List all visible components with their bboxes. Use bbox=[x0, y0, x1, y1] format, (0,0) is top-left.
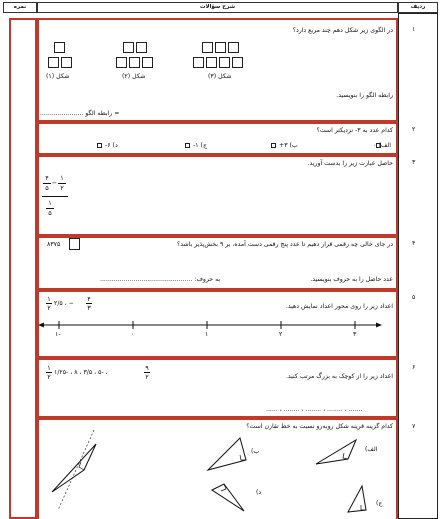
question-3-text: حاصل عبارت زیر را بدست آورید. bbox=[307, 160, 393, 167]
question-7-text: کدام گزینه قرینه شکل روبه‌رو نسبت به خط تقارن است؟ bbox=[246, 423, 393, 430]
axis-tick-label: ۱- bbox=[55, 331, 61, 338]
fraction-1-5-den: ۵ bbox=[48, 209, 52, 217]
minus-sign: − bbox=[51, 179, 58, 187]
option-a-label: الف) ۰ bbox=[373, 142, 391, 149]
option-b-label[interactable]: ب) bbox=[251, 448, 260, 455]
q5-frac-a-num: ۱ bbox=[47, 295, 51, 303]
q5-frac-b-num: ۴ bbox=[87, 295, 91, 303]
question-4-prompt: عدد حاصل را به حروف بنویسید. bbox=[310, 276, 393, 283]
question-6-answer[interactable]: ...... ، ........ ، ........ ، ........ ، ....... bbox=[266, 406, 363, 413]
question-4-digits: ۸۳۷۵ bbox=[47, 241, 61, 248]
q6-frac-a-num: ۱ bbox=[47, 364, 51, 372]
q5-frac-b-den: ۳ bbox=[87, 304, 91, 312]
axis-tick-label: ۰ bbox=[131, 331, 135, 338]
option-d-label[interactable]: د) bbox=[256, 489, 262, 496]
question-1-text: در الگوی زیر شکل دهم چند مربع دارد؟ bbox=[292, 27, 393, 34]
fig3-label: شکل (۳) bbox=[208, 73, 232, 80]
fig1-label: شکل (۱) bbox=[46, 73, 70, 80]
option-b-label: ب) ۳+ bbox=[279, 142, 298, 149]
header-row: ردیف bbox=[398, 2, 438, 13]
axis-tick-label: ۲ bbox=[279, 331, 283, 338]
axis-tick-label: ۱ bbox=[205, 331, 209, 338]
question-5-text: اعداد زیر را روی محور اعداد نمایش دهید. bbox=[285, 303, 393, 310]
question-3-number: ۳ bbox=[412, 159, 416, 166]
q6-frac-b-num: ۹ bbox=[145, 364, 149, 372]
question-2-number: ۲ bbox=[412, 126, 416, 133]
q6-frac-a-den: ۲ bbox=[47, 373, 51, 381]
q5-frac-a-den: ۲ bbox=[47, 304, 51, 312]
header-question: شرح سؤالات bbox=[37, 2, 398, 13]
question-7-number: ۷ bbox=[412, 423, 416, 430]
question-1-number: ۱ bbox=[412, 26, 416, 33]
option-a-label[interactable]: الف) bbox=[365, 446, 378, 453]
question-4-text: در جای خالی چه رقمی قرار دهیم تا عدد پنج رقمی دست آمده، بر ۹ بخش‌پذیر باشد؟ bbox=[176, 241, 393, 248]
q5-numbers: ۲/۵ ، − bbox=[54, 300, 74, 307]
question-1-rule-answer[interactable]: = رابطه الگو ...................... bbox=[40, 110, 120, 117]
option-c-label[interactable]: ج) bbox=[376, 500, 383, 507]
option-c-label: ج) ۱- bbox=[193, 142, 207, 149]
question-2-text: کدام عدد به ۳- نزدیکتر است؟ bbox=[316, 127, 393, 134]
option-d-label: د) ۶- bbox=[105, 142, 118, 149]
fraction-1-5-num: ۱ bbox=[48, 199, 52, 207]
question-4-number: ۴ bbox=[412, 240, 416, 247]
fraction-4-5-den: ۵ bbox=[45, 184, 49, 192]
fraction-1-2-den: ۲ bbox=[60, 184, 64, 192]
q6-frac-b-den: ۲ bbox=[145, 373, 149, 381]
question-6-text: اعداد زیر را از کوچک به بزرگ مرتب کنید. bbox=[285, 373, 393, 380]
question-4-answer[interactable]: به حروف: ............................................... bbox=[100, 276, 221, 283]
fig2-label: شکل (۲) bbox=[122, 73, 146, 80]
question-5-number: ۵ bbox=[412, 294, 416, 301]
fraction-4-5-num: ۴ bbox=[45, 174, 49, 182]
question-1-rule-prompt: رابطه الگو را بنویسید. bbox=[336, 92, 393, 99]
question-6-number: ۶ bbox=[412, 364, 416, 371]
fraction-1-2-num: ۱ bbox=[60, 174, 64, 182]
q6-numbers: ۱/۲۵- ، ۸ ، ۳/۵ ، ۵- ، bbox=[54, 369, 108, 376]
header-score: نمره bbox=[3, 2, 37, 13]
axis-tick-label: ۳ bbox=[353, 331, 357, 338]
